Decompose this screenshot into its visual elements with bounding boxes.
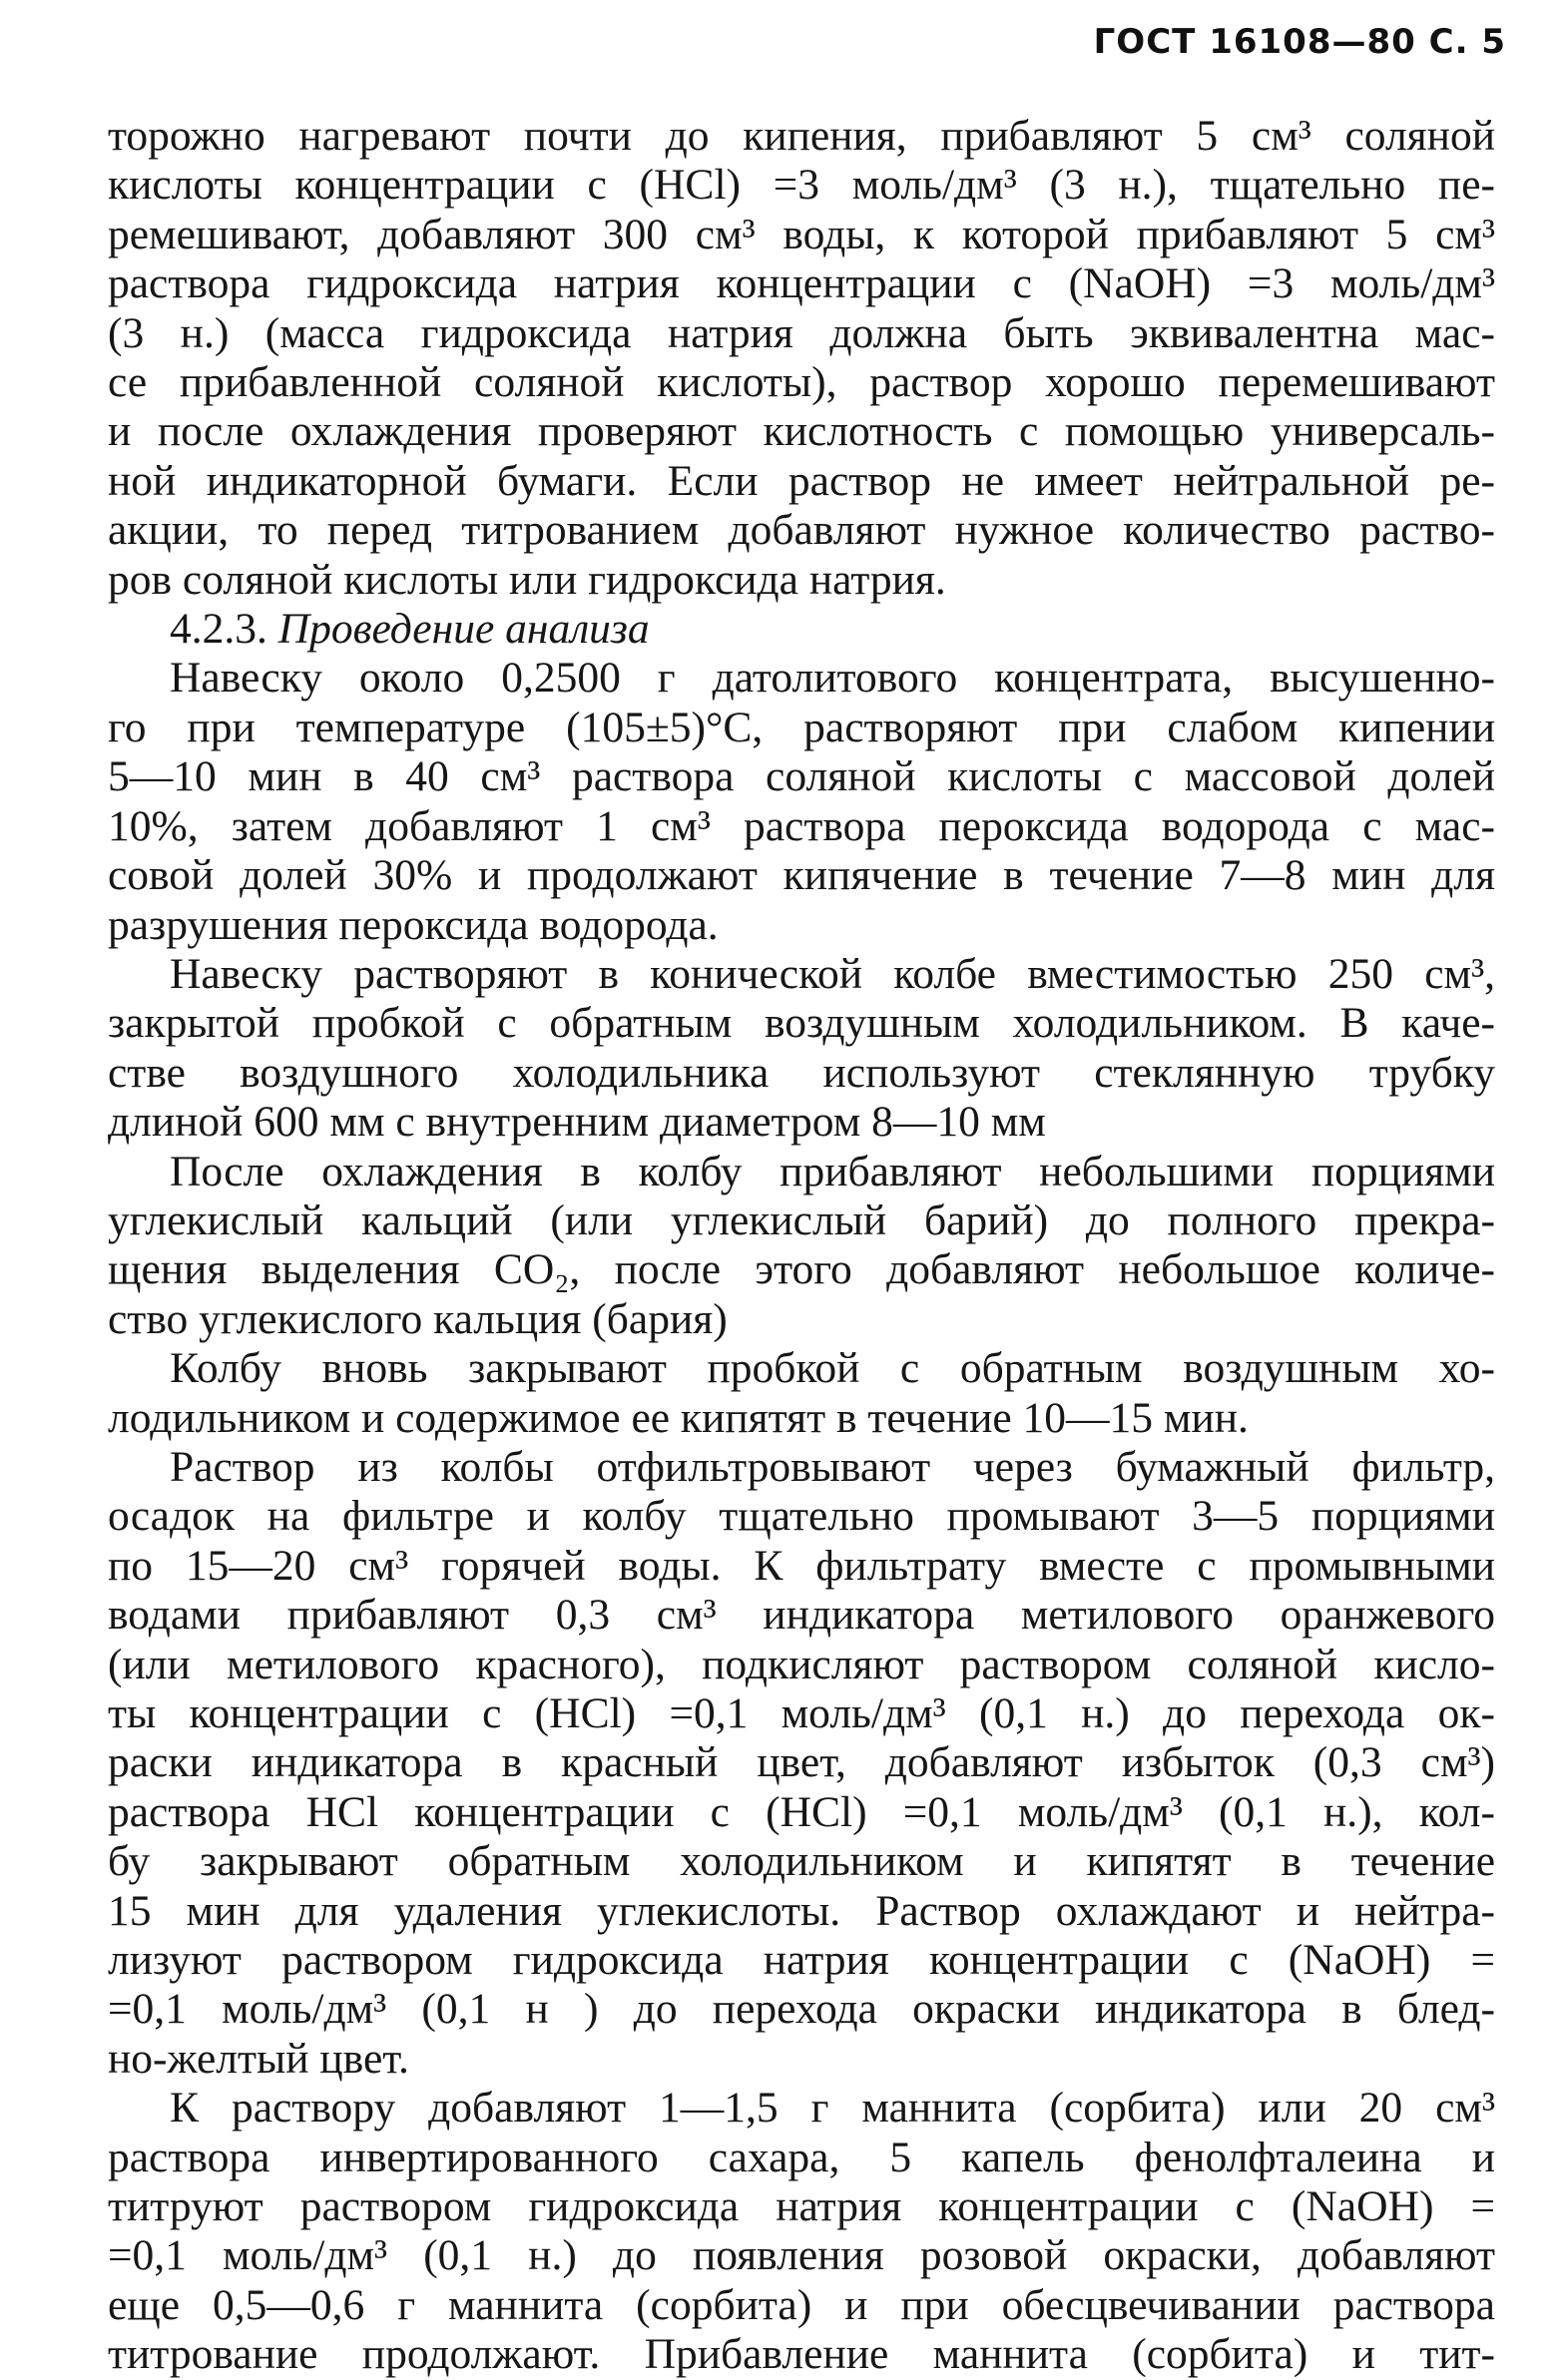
text-line: лизуют раствором гидроксида натрия концентрации c (NaOH) = [108,1936,1495,1985]
running-header: ГОСТ 16108—80 С. 5 [1093,22,1506,62]
text-line: ремешивают, добавляют 300 см³ воды, к которой прибавляют 5 см³ [108,210,1495,258]
text-line: акции, то перед титрованием добавляют нужное количество раство- [108,506,1495,555]
paragraph-4 [108,1148,1495,1345]
text-line: бу закрывают обратным холодильником и кипятят в течение [108,1837,1495,1886]
paragraph-6 [108,1443,1495,2084]
text-line: Раствор из колбы отфильтровывают через бумажный фильтр, [170,1442,1495,1491]
text-line: ство углекислого кальция (бария) [108,1294,728,1343]
text-line: ты концентрации c (HCl) =0,1 моль/дм³ (0,1 н.) до перехода ок- [108,1689,1495,1737]
text-line: по 15—20 см³ горячей воды. К фильтрату вместе с промывными [108,1541,1495,1590]
text-line: и после охлаждения проверяют кислотность с помощью универсаль- [108,407,1495,456]
text-line: лодильником и содержимое ее кипятят в течение 10—15 мин. [108,1393,1249,1442]
text-line: Колбу вновь закрывают пробкой с обратным воздушным хо- [170,1344,1495,1393]
text-line: 10%, затем добавляют 1 см³ раствора пероксида водорода с мас- [108,801,1495,850]
text-line: но-желтый цвет. [108,2034,409,2083]
paragraph-1 [108,112,1495,605]
text-line: разрушения пероксида водорода. [108,900,719,949]
text-line: титруют раствором гидроксида натрия концентрации c (NaOH) = [108,2182,1495,2231]
text-line: (или метилового красного), подкисляют раствором соляной кисло- [108,1640,1495,1688]
text-line: го при температуре (105±5)°С, растворяют при слабом кипении [108,703,1495,751]
text-line: =0,1 моль/дм³ (0,1 н.) до появления розовой окраски, добавляют [108,2231,1495,2280]
text-line: раствора HCl концентрации c (HCl) =0,1 моль/дм³ (0,1 н.), кол- [108,1787,1495,1836]
text-line: ров соляной кислоты или гидроксида натрия. [108,555,946,604]
text-line: =0,1 моль/дм³ (0,1 н ) до перехода окраски индикатора в блед- [108,1985,1495,2034]
text-line: раствора гидроксида натрия концентрации c (NaOH) =3 моль/дм³ [108,259,1495,308]
text-line: К раствору добавляют 1—1,5 г маннита (сорбита) или 20 см³ [170,2084,1495,2133]
text-line: се прибавленной соляной кислоты), раствор хорошо перемешивают [108,358,1495,407]
text-line: После охлаждения в колбу прибавляют небольшими порциями [170,1147,1495,1195]
text-line: совой долей 30% и продолжают кипячение в течение 7—8 мин для [108,851,1495,900]
paragraph-5 [108,1344,1495,1443]
text-line: 15 мин для удаления углекислоты. Раствор охлаждают и нейтра- [108,1886,1495,1935]
text-line: Навеску около 0,2500 г датолитового концентрата, высушенно- [170,654,1495,703]
text-line: кислоты концентрации c (HCl) =3 моль/дм³ (3 н.), тщательно пе- [108,161,1495,210]
text-line: титрование продолжают. Прибавление маннита (сорбита) и тит- [108,2330,1495,2379]
text-line: (3 н.) (масса гидроксида натрия должна быть эквивалентна мас- [108,308,1495,357]
text-line: водами прибавляют 0,3 см³ индикатора метилового оранжевого [108,1591,1495,1640]
paragraph-3 [108,950,1495,1148]
text-line: раски индикатора в красный цвет, добавляют избыток (0,3 см³) [108,1738,1495,1787]
text-line: углекислый кальций (или углекислый барий) до полного прекра- [108,1195,1495,1244]
text-line: 5—10 мин в 40 см³ раствора соляной кислоты с массовой долей [108,752,1495,801]
text-line: Навеску растворяют в конической колбе вместимостью 250 см³, [170,949,1495,998]
text-line: закрытой пробкой с обратным воздушным холодильником. В каче- [108,999,1495,1048]
section-number: 4.2.3. [170,605,267,654]
section-heading [108,605,1495,654]
text-line: ной индикаторной бумаги. Если раствор не имеет нейтральной ре- [108,456,1495,505]
text-line: стве воздушного холодильника используют стеклянную трубку [108,1048,1495,1097]
section-title: Проведение анализа [277,605,650,654]
text-line: щения выделения CO₂, после этого добавляют небольшое количе- [108,1245,1495,1294]
paragraph-7 [108,2084,1495,2379]
text-line: раствора инвертированного сахара, 5 капель фенолфталеина и [108,2133,1495,2181]
paragraph-2 [108,654,1495,949]
text-line: торожно нагревают почти до кипения, прибавляют 5 см³ соляной [108,112,1495,160]
body-text [108,112,1495,2380]
text-line: длиной 600 мм с внутренним диаметром 8—10 мм [108,1098,1046,1147]
text-line: еще 0,5—0,6 г маннита (сорбита) и при обесцвечивании раствора [108,2280,1495,2329]
text-line: осадок на фильтре и колбу тщательно промывают 3—5 порциями [108,1492,1495,1541]
